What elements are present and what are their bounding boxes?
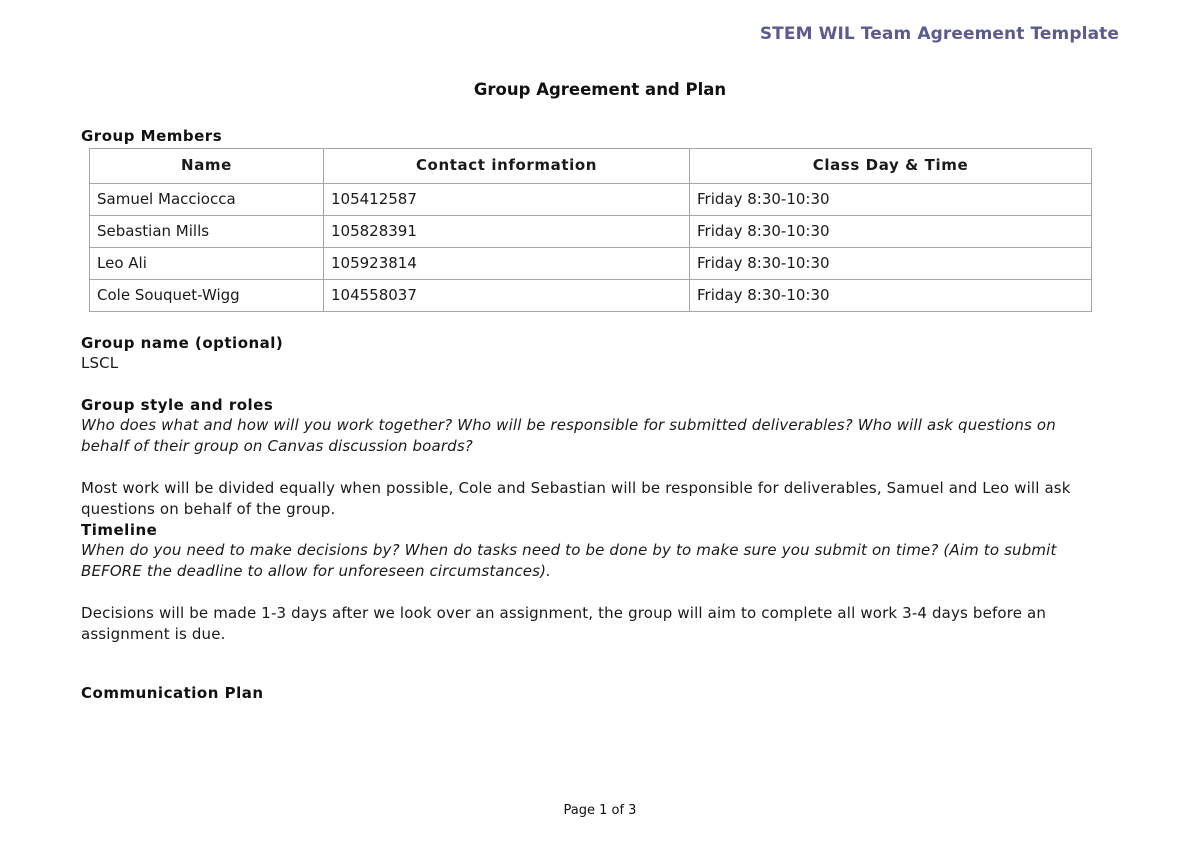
communication-plan-heading: Communication Plan — [81, 684, 264, 702]
group-style-answer-line: questions on behalf of the group. — [81, 500, 336, 518]
member-class-cell: Friday 8:30-10:30 — [690, 216, 1092, 248]
member-name-cell: Samuel Macciocca — [90, 184, 324, 216]
member-name-cell: Leo Ali — [90, 248, 324, 280]
member-class-cell: Friday 8:30-10:30 — [690, 280, 1092, 312]
table-row — [90, 280, 1092, 312]
template-header-title: STEM WIL Team Agreement Template — [759, 24, 1119, 44]
timeline-prompt — [81, 540, 1101, 582]
timeline-answer — [81, 603, 1101, 645]
timeline-heading: Timeline — [81, 521, 158, 539]
member-name-cell: Sebastian Mills — [90, 216, 324, 248]
group-style-answer — [81, 478, 1101, 520]
group-style-prompt — [81, 415, 1101, 457]
member-contact-cell: 105828391 — [324, 216, 690, 248]
group-members-heading: Group Members — [81, 127, 223, 145]
document-title: Group Agreement and Plan — [473, 80, 727, 99]
column-header-contact: Contact information — [324, 149, 690, 184]
timeline-prompt-line: When do you need to make decisions by? When do tasks need to be done by to make sure you submit on time? (Aim to submit — [81, 541, 1057, 559]
member-contact-cell: 105923814 — [324, 248, 690, 280]
table-row — [90, 184, 1092, 216]
group-members-table — [89, 148, 1092, 312]
timeline-answer-line: Decisions will be made 1-3 days after we look over an assignment, the group will aim to complete all work 3-4 days before an — [81, 604, 1047, 622]
group-name-value: LSCL — [81, 354, 119, 372]
document-body — [81, 126, 1101, 703]
member-contact-cell: 104558037 — [324, 280, 690, 312]
group-style-heading: Group style and roles — [81, 396, 274, 414]
member-class-cell: Friday 8:30-10:30 — [690, 248, 1092, 280]
timeline-prompt-line: BEFORE the deadline to allow for unforeseen circumstances). — [81, 562, 552, 580]
group-name-heading: Group name (optional) — [81, 334, 284, 352]
group-style-prompt-line: Who does what and how will you work together? Who will be responsible for submitted deliverables? Who will ask questions on — [81, 416, 1056, 434]
group-style-prompt-line: behalf of their group on Canvas discussion boards? — [81, 437, 473, 455]
column-header-class-time: Class Day & Time — [690, 149, 1092, 184]
member-contact-cell: 105412587 — [324, 184, 690, 216]
page-number: Page 1 of 3 — [563, 803, 637, 818]
group-style-answer-line: Most work will be divided equally when possible, Cole and Sebastian will be responsible for deliverables, Samuel and Leo will ask — [81, 479, 1071, 497]
table-row — [90, 216, 1092, 248]
column-header-name: Name — [90, 149, 324, 184]
member-class-cell: Friday 8:30-10:30 — [690, 184, 1092, 216]
timeline-answer-line: assignment is due. — [81, 625, 226, 643]
table-header-row — [90, 149, 1092, 184]
table-row — [90, 248, 1092, 280]
member-name-cell: Cole Souquet-Wigg — [90, 280, 324, 312]
